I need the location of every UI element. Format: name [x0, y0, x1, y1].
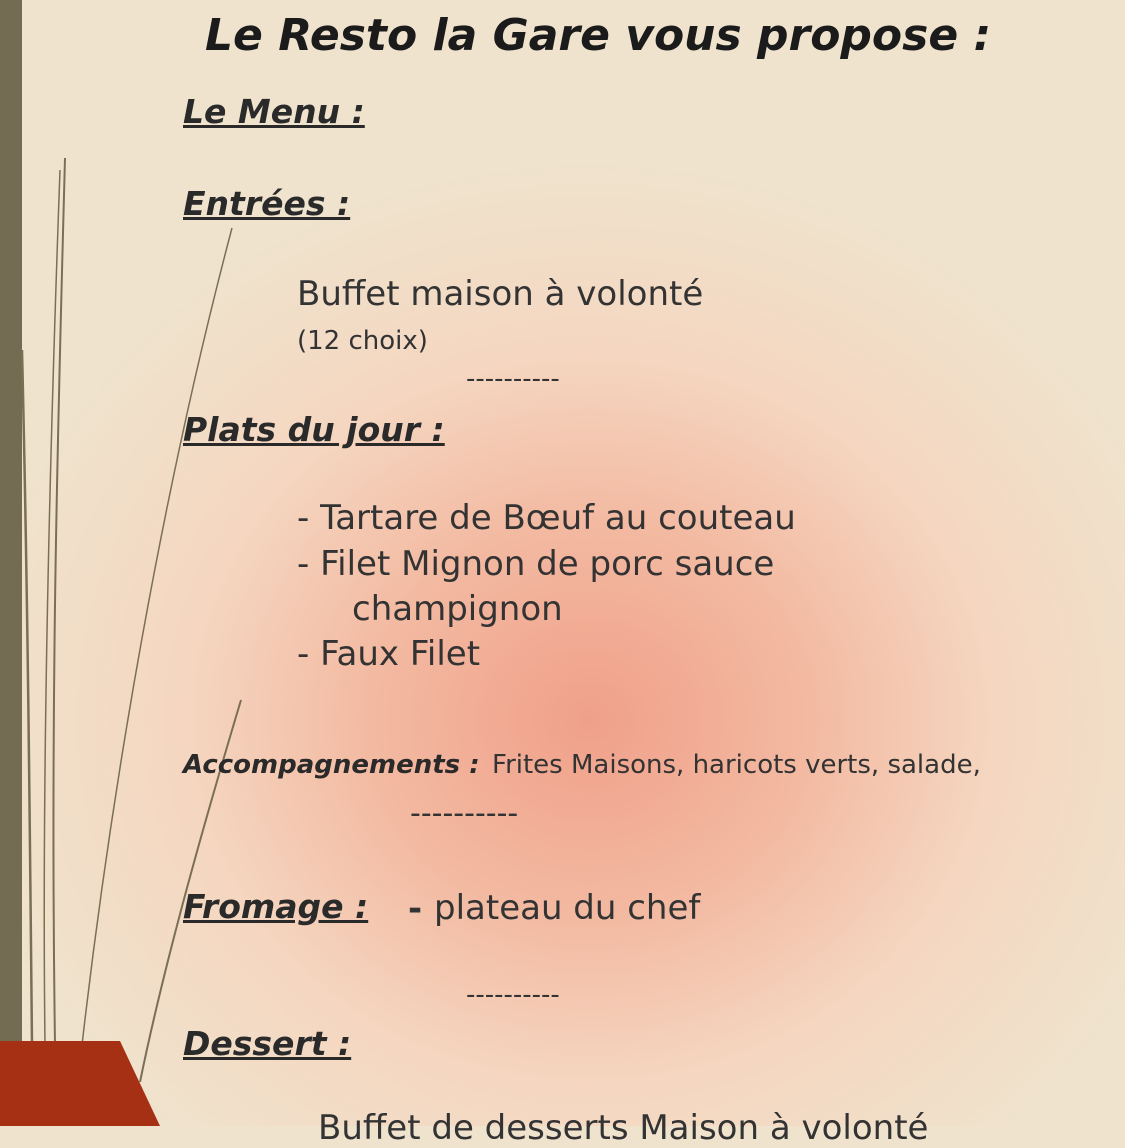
entrees-heading: Entrées :	[183, 184, 351, 223]
plat-item: - Tartare de Bœuf au couteau	[297, 498, 796, 538]
grass-blade	[44, 170, 60, 1045]
grass-decoration	[0, 0, 260, 1126]
vase-shape	[0, 1041, 160, 1126]
separator: ----------	[466, 980, 560, 1010]
dessert-heading: Dessert :	[183, 1024, 352, 1063]
plat-item-continuation: champignon	[352, 589, 563, 629]
entree-item: Buffet maison à volonté	[297, 274, 704, 314]
plats-heading: Plats du jour :	[183, 410, 445, 449]
accompagnements-value: Frites Maisons, haricots verts, salade,	[492, 750, 981, 780]
fromage-heading: Fromage :	[183, 887, 369, 926]
grass-blade	[53, 158, 65, 1045]
left-decorative-bar	[0, 0, 22, 1126]
grass-blade	[22, 350, 32, 1045]
entree-note: (12 choix)	[297, 326, 428, 356]
fromage-dash: -	[408, 889, 423, 929]
separator: ----------	[410, 796, 519, 831]
separator: ----------	[466, 364, 560, 394]
dessert-item: Buffet de desserts Maison à volonté	[318, 1108, 929, 1148]
plat-item: - Faux Filet	[297, 634, 481, 674]
vase-decoration	[0, 1041, 170, 1126]
plat-item: - Filet Mignon de porc sauce	[297, 544, 775, 584]
menu-heading: Le Menu :	[183, 92, 365, 131]
accompagnements-label: Accompagnements :	[183, 750, 480, 780]
fromage-value: plateau du chef	[434, 888, 701, 928]
page-title: Le Resto la Gare vous propose :	[205, 10, 992, 61]
